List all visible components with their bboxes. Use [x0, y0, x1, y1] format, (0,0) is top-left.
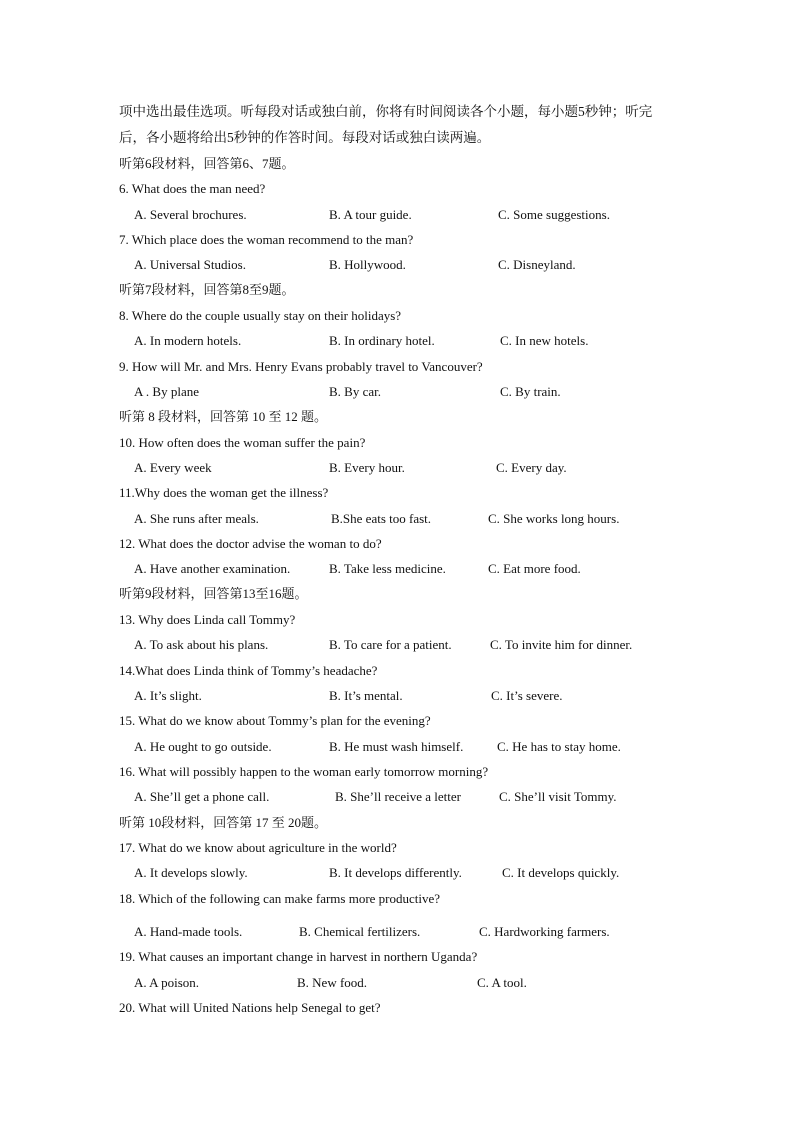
option-12c: C. Eat more food.: [488, 561, 581, 576]
option-14a: A. It’s slight.: [134, 688, 202, 703]
question-15: 15. What do we know about Tommy’s plan for the evening?: [119, 713, 431, 728]
option-15a: A. He ought to go outside.: [134, 739, 272, 754]
option-9c: C. By train.: [500, 384, 561, 399]
section-heading-9: 听第9段材料，回答第13至16题。: [119, 586, 308, 601]
option-19b: B. New food.: [297, 975, 368, 990]
question-9: 9. How will Mr. and Mrs. Henry Evans probably travel to Vancouver?: [119, 359, 483, 374]
option-12a: A. Have another examination.: [134, 561, 291, 576]
option-12b: B. Take less medicine.: [329, 561, 446, 576]
option-11a: A. She runs after meals.: [134, 511, 259, 526]
question-6: 6. What does the man need?: [119, 181, 266, 196]
option-13c: C. To invite him for dinner.: [490, 637, 633, 652]
section-heading-7: 听第7段材料，回答第8至9题。: [119, 282, 295, 297]
option-19a: A. A poison.: [134, 975, 200, 990]
question-7: 7. Which place does the woman recommend to the man?: [119, 232, 414, 247]
section-heading-6: 听第6段材料，回答第6、7题。: [119, 156, 295, 171]
option-17c: C. It develops quickly.: [502, 865, 620, 880]
option-9b: B. By car.: [329, 384, 381, 399]
option-10a: A. Every week: [134, 460, 212, 475]
question-17: 17. What do we know about agriculture in the world?: [119, 840, 397, 855]
question-14: 14.What does Linda think of Tommy’s headache?: [119, 663, 378, 678]
question-19: 19. What causes an important change in harvest in northern Uganda?: [119, 949, 478, 964]
option-15b: B. He must wash himself.: [329, 739, 464, 754]
option-16c: C. She’ll visit Tommy.: [499, 789, 617, 804]
option-6b: B. A tour guide.: [329, 207, 412, 222]
question-13: 13. Why does Linda call Tommy?: [119, 612, 296, 627]
question-11: 11.Why does the woman get the illness?: [119, 485, 329, 500]
option-6a: A. Several brochures.: [134, 207, 247, 222]
question-8: 8. Where do the couple usually stay on their holidays?: [119, 308, 402, 323]
option-10b: B. Every hour.: [329, 460, 405, 475]
option-17a: A. It develops slowly.: [134, 865, 248, 880]
option-13a: A. To ask about his plans.: [134, 637, 269, 652]
option-10c: C. Every day.: [496, 460, 567, 475]
section-heading-10: 听第 10段材料，回答第 17 至 20题。: [119, 815, 328, 830]
option-13b: B. To care for a patient.: [329, 637, 452, 652]
option-17b: B. It develops differently.: [329, 865, 462, 880]
question-10: 10. How often does the woman suffer the pain?: [119, 435, 366, 450]
option-16a: A. She’ll get a phone call.: [134, 789, 270, 804]
option-18b: B. Chemical fertilizers.: [299, 924, 421, 939]
option-8b: B. In ordinary hotel.: [329, 333, 435, 348]
option-18c: C. Hardworking farmers.: [479, 924, 610, 939]
question-20: 20. What will United Nations help Senegal to get?: [119, 1000, 381, 1015]
option-8a: A. In modern hotels.: [134, 333, 242, 348]
option-8c: C. In new hotels.: [500, 333, 589, 348]
option-19c: C. A tool.: [477, 975, 527, 990]
option-16b: B. She’ll receive a letter: [335, 789, 461, 804]
option-7b: B. Hollywood.: [329, 257, 406, 272]
section-heading-8: 听第 8 段材料，回答第 10 至 12 题。: [119, 409, 328, 424]
option-11b: B.She eats too fast.: [331, 511, 432, 526]
intro-line-2: 后，各小题将给出5秒钟的作答时间。每段对话或独白读两遍。: [119, 130, 491, 145]
option-11c: C. She works long hours.: [488, 511, 620, 526]
option-7c: C. Disneyland.: [498, 257, 576, 272]
option-9a: A . By plane: [134, 384, 199, 399]
intro-line-1: 项中选出最佳选项。听每段对话或独白前，你将有时间阅读各个小题，每小题5秒钟；听完: [119, 104, 653, 119]
option-14b: B. It’s mental.: [329, 688, 403, 703]
option-15c: C. He has to stay home.: [497, 739, 621, 754]
question-18: 18. Which of the following can make farms more productive?: [119, 891, 441, 906]
option-18a: A. Hand-made tools.: [134, 924, 243, 939]
option-6c: C. Some suggestions.: [498, 207, 610, 222]
question-12: 12. What does the doctor advise the woman to do?: [119, 536, 382, 551]
option-14c: C. It’s severe.: [491, 688, 563, 703]
option-7a: A. Universal Studios.: [134, 257, 246, 272]
question-16: 16. What will possibly happen to the woman early tomorrow morning?: [119, 764, 489, 779]
